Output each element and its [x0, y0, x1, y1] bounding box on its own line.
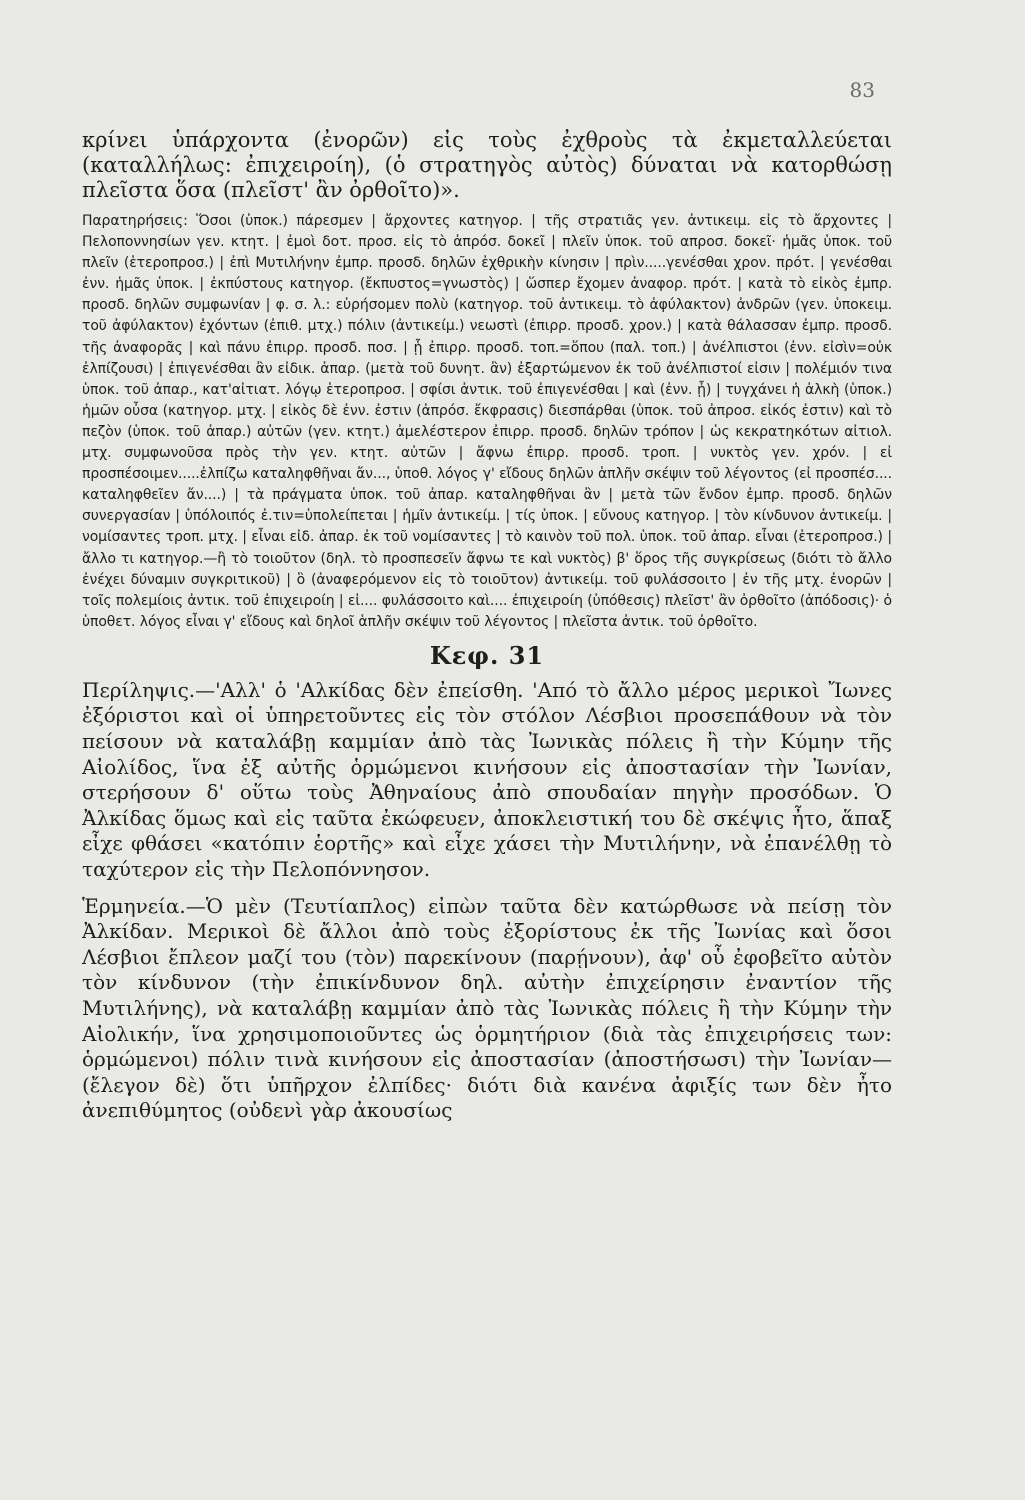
summary-paragraph: Περίληψις.—'Αλλ' ὁ 'Αλκίδας δὲν ἐπείσθη. 'Από τὸ ἄλλο μέρος μερικοὶ Ἴωνες ἐξόριστοι καὶ οἱ ὑπηρετοῦντες εἰς τὸν στόλον Λέσβιοι προσεπάθουν νὰ τὸν πείσουν νὰ καταλάβῃ καμμίαν ἀπὸ τὰς Ἰωνικὰς πόλεις ἢ τὴν Κύμην τῆς Αἰολίδος, ἵνα ἐξ αὐτῆς ὁρμώμενοι κινήσουν εἰς ἀποστασίαν τὴν Ἰωνίαν, στερήσουν δ' οὕτω τοὺς Ἀθηναίους ἀπὸ σπουδαίαν πηγὴν προσόδων. Ὁ Ἀλκίδας ὅμως καὶ εἰς ταῦτα ἐκώφευεν, ἀποκλειστική του δὲ σκέψις ἦτο, ἅπαξ εἶχε φθάσει «κατόπιν ἑορτῆς» καὶ εἶχε χάσει τὴν Μυτιλήνην, νὰ ἐπανέλθῃ τὸ ταχύτερον εἰς τὴν Πελοπόννησον. [82, 677, 892, 882]
grammar-notes: Παρατηρήσεις: Ὅσοι (ὑποκ.) πάρεσμεν | ἄρχοντες κατηγορ. | τῆς στρατιᾶς γεν. ἀντικειμ. εἰς τὸ ἄρχοντες | Πελοποννησίων γεν. κτητ. | ἐμοὶ δοτ. προσ. εἰς τὸ ἀπρόσ. δοκεῖ | πλεῖν ὑποκ. τοῦ απροσ. δοκεῖ· ἡμᾶς ὑποκ. τοῦ πλεῖν (ἑτεροπροσ.) | ἐπὶ Μυτιλήνην ἐμπρ. προσδ. δηλῶν ἐχθρικὴν κίνησιν | πρὶν.....γενέσθαι χρον. πρότ. | γενέσθαι ἐνν. ἡμᾶς ὑποκ. | ἐκπύστους κατηγορ. (ἔκπυστος=γνωστὸς) | ὥσπερ ἔχομεν ἀναφορ. πρότ. | κατὰ τὸ εἰκὸς ἐμπρ. προσδ. δηλῶν συμφωνίαν | φ. σ. λ.: εὑρήσομεν πολὺ (κατηγορ. τοῦ ἀντικειμ. τὸ ἀφύλακτον) ἀνδρῶν (γεν. ὑποκειμ. τοῦ ἀφύλακτον) ἐχόντων (ἐπιθ. μτχ.) πόλιν (ἀντικείμ.) νεωστὶ (ἐπιρρ. προσδ. χρον.) | κατὰ θάλασσαν ἐμπρ. προσδ. τῆς ἀναφορᾶς | καὶ πάνυ ἐπιρρ. προσδ. ποσ. | ᾗ ἐπιρρ. προσδ. τοπ.=ὅπου (παλ. τοπ.) | ἀνέλπιστοι (ἐνν. εἰσὶν=οὐκ ἐλπίζουσι) | ἐπιγενέσθαι ἂν εἰδικ. ἀπαρ. (μετὰ τοῦ δυνητ. ἂν) ἐξαρτώμενον ἐκ τοῦ ἀνέλπιστοί εἰσιν | πολέμιόν τινα ὑποκ. τοῦ ἀπαρ., κατ'αἰτιατ. λόγῳ ἑτεροπροσ. | σφίσι ἀντικ. τοῦ ἐπιγενέσθαι | καὶ (ἐνν. ᾗ) | τυγχάνει ἡ ἀλκὴ (ὑποκ.) ἡμῶν οὖσα (κατηγορ. μτχ. | εἰκὸς δὲ ἐνν. ἐστιν (ἀπρόσ. ἔκφρασις) διεσπάρθαι (ὑποκ. τοῦ ἀπροσ. εἰκός ἐστιν) καὶ τὸ πεζὸν (ὑποκ. τοῦ ἀπαρ.) αὐτῶν (γεν. κτητ.) ἀμελέστερον ἐπιρρ. προσδ. δηλῶν τρόπον | ὡς κεκρατηκότων αἰτιολ. μτχ. συμφωνοῦσα πρὸς τὴν γεν. κτητ. αὐτῶν | ἄφνω ἐπιρρ. προσδ. τροπ. | νυκτὸς γεν. χρόν. | εἰ προσπέσοιμεν.....ἐλπίζω καταληφθῆναι ἄν..., ὑποθ. λόγος γ' εἴδους δηλῶν ἁπλῆν σκέψιν τοῦ λέγοντος (εἰ προσπέσ.... καταληφθεῖεν ἄν....) | τὰ πράγματα ὑποκ. τοῦ ἀπαρ. καταληφθῆναι ἂν | μετὰ τῶν ἔνδον ἐμπρ. προσδ. δηλῶν συνεργασίαν | ὑπόλοιπός ἐ.τιν=ὑπολείπεται | ἡμῖν ἀντικείμ. | τίς ὑποκ. | εὔνους κατηγορ. | τὸν κίνδυνον ἀντικείμ. | νομίσαντες τροπ. μτχ. | εἶναι εἰδ. ἀπαρ. ἐκ τοῦ νομίσαντες | τὸ καινὸν τοῦ πολ. ὑποκ. τοῦ ἀπαρ. εἶναι (ἑτεροπροσ.) | ἄλλο τι κατηγορ.—ἢ τὸ τοιοῦτον (δηλ. τὸ προσπεσεῖν ἄφνω τε καὶ νυκτὸς) β' ὅρος τῆς συγκρίσεως (διότι τὸ ἄλλο ἐνέχει δύναμιν συγκριτικοῦ) | ὃ (ἀναφερόμενον εἰς τὸ τοιοῦτον) ἀντικείμ. τοῦ φυλάσσοιτο | ἐν τῆς μτχ. ἐνορῶν | τοῖς πολεμίοις ἀντικ. τοῦ ἐπιχειροίη | εἰ.... φυλάσσοιτο καὶ.... ἐπιχειροίη (ὑπόθεσις) πλεῖστ' ἂν ὀρθοῖτο (ἀπόδοσις)· ὁ ὑποθετ. λόγος εἶναι γ' εἴδους καὶ δηλοῖ ἁπλῆν σκέψιν τοῦ λέγοντος | πλεῖστα ἀντικ. τοῦ ὀρθοῖτο. [82, 213, 892, 630]
chapter-heading: Κεφ. 31 [429, 640, 545, 670]
text-column [82, 128, 892, 1124]
intro-paragraph: κρίνει ὑπάρχοντα (ἐνορῶν) εἰς τοὺς ἐχθροὺς τὰ ἐκμεταλλεύεται (καταλλήλως: ἐπιχειροίη), (ὁ στρατηγὸς αὐτὸς) δύναται νὰ κατορθώσῃ πλεῖστα ὅσα (πλεῖστ' ἂν ὀρθοῖτο)». [82, 128, 892, 202]
page-number: 83 [849, 78, 875, 102]
paragraph-gap [82, 883, 892, 894]
interpretation-paragraph: Ἑρμηνεία.—Ὁ μὲν (Τευτίαπλος) εἰπὼν ταῦτα δὲν κατώρθωσε νὰ πείσῃ τὸν Ἀλκίδαν. Μερικοὶ δὲ ἄλλοι ἀπὸ τοὺς ἐξορίστους ἐκ τῆς Ἰωνίας καὶ ὅσοι Λέσβιοι ἔπλεον μαζί του (τὸν) παρεκίνουν (παρῄνουν), ἀφ' οὗ ἐφοβεῖτο αὐτὸν τὸν κίνδυνον (τὴν ἐπικίνδυνον δηλ. αὐτὴν ἐπιχείρησιν ἐναντίον τῆς Μυτιλήνης), νὰ καταλάβῃ καμμίαν ἀπὸ τὰς Ἰωνικὰς πόλεις ἢ τὴν Κύμην τὴν Αἰολικήν, ἵνα χρησιμοποιοῦντες ὡς ὁρμητήριον (διὰ τὰς ἐπιχειρήσεις των: ὁρμώμενοι) πόλιν τινὰ κινήσουν εἰς ἀποστασίαν (ἀποστήσωσι) τὴν Ἰωνίαν—(ἔλεγον δὲ) ὅτι ὑπῆρχον ἐλπίδες· διότι διὰ κανένα ἀφιξίς των δὲν ἦτο ἀνεπιθύμητος (οὐδενὶ γὰρ ἀκουσίως [82, 893, 892, 1123]
